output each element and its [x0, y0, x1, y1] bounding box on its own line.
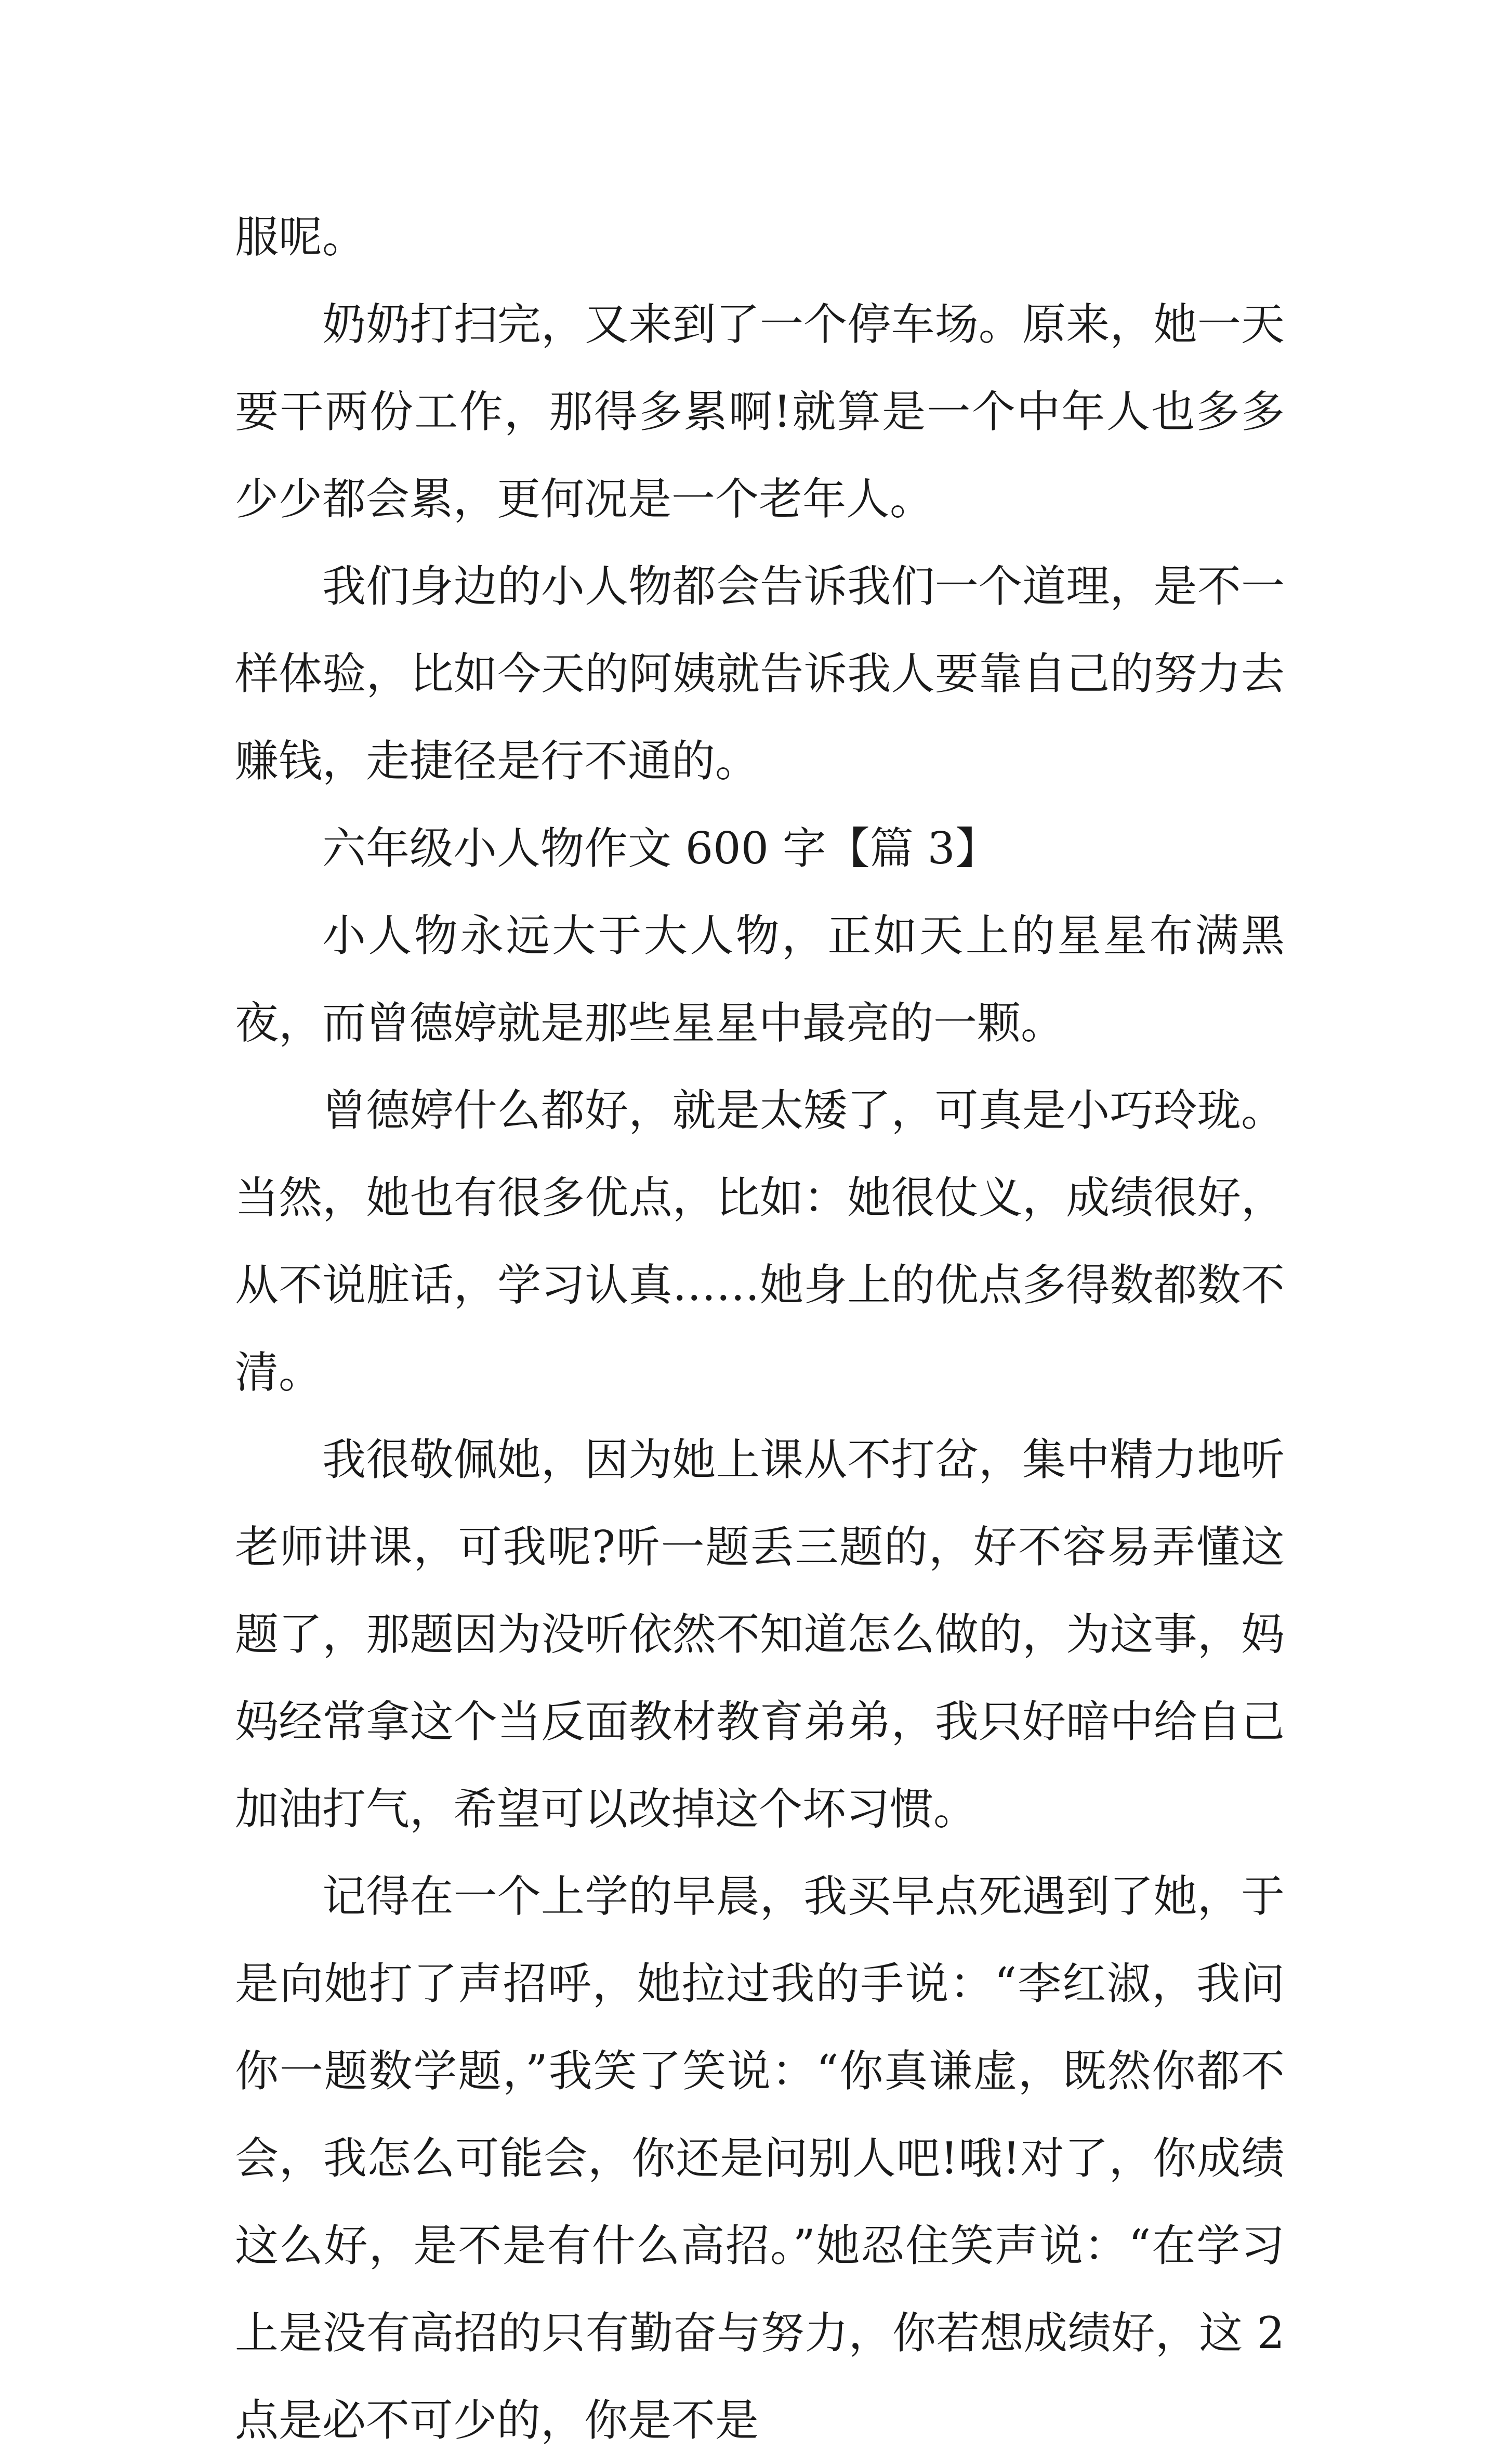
paragraph-5: 曾德婷什么都好，就是太矮了，可真是小巧玲珑。当然，她也有很多优点，比如：她很仗义，成绩很好，从不说脏话，学习认真……她身上的优点多得数都数不清。 — [235, 1085, 1285, 1398]
paragraph-7: 记得在一个上学的早晨，我买早点死遇到了她，于是向她打了声招呼，她拉过我的手说：“李红淑，我问你一题数学题，”我笑了笑说：“你真谦虚，既然你都不会，我怎么可能会，你还是问别人吧!哦!对了，你成绩这么好，是不是有什么高招。”她忍住笑声说：“在学习上是没有高招的只有勤奋与努力，你若想成绩好，这 2 点是必不可少的，你是不是 — [235, 1871, 1285, 2446]
paragraph-6: 我很敬佩她，因为她上课从不打岔，集中精力地听老师讲课，可我呢?听一题丢三题的，好不容易弄懂这题了，那题因为没听依然不知道怎么做的，为这事，妈妈经常拿这个当反面教材教育弟弟，我只好暗中给自己加油打气，希望可以改掉这个坏习惯。 — [235, 1434, 1285, 1834]
paragraph-4: 小人物永远大于大人物，正如天上的星星布满黑夜，而曾德婷就是那些星星中最亮的一颗。 — [235, 910, 1285, 1048]
section-heading: 六年级小人物作文 600 字【篇 3】 — [322, 823, 999, 874]
paragraph-2: 奶奶打扫完，又来到了一个停车场。原来，她一天要干两份工作，那得多累啊!就算是一个中年人也多多少少都会累，更何况是一个老年人。 — [235, 299, 1285, 525]
body-text — [235, 193, 1285, 2464]
paragraph-3: 我们身边的小人物都会告诉我们一个道理，是不一样体验，比如今天的阿姨就告诉我人要靠自己的努力去赚钱，走捷径是行不通的。 — [235, 561, 1285, 787]
paragraph-1: 服呢。 — [235, 212, 366, 263]
